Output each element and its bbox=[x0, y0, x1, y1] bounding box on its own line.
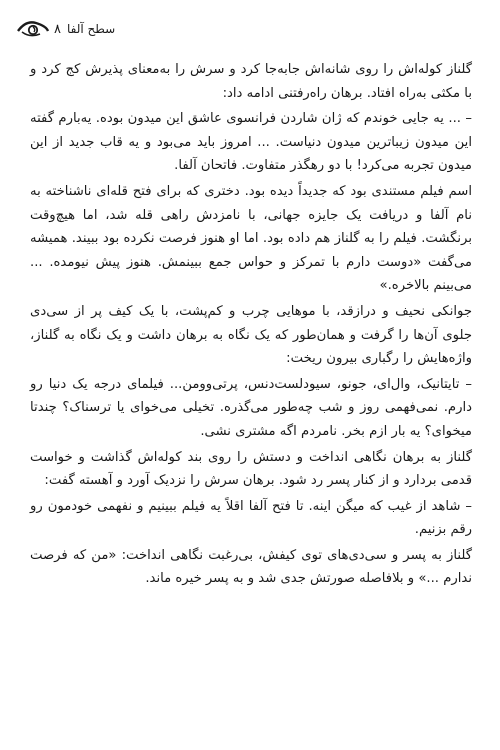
paragraph: گلناز به برهان نگاهی انداخت و دستش را روی بند کوله‌اش گذاشت و خواست قدمی بردارد و از کنار پسر رد شود. برهان سرش را نزدیک آورد و آهسته گفت: bbox=[30, 449, 472, 489]
paragraph: جوانکی نحیف و درازقد، با موهایی چرب و کم‌پشت، با یک کیف پر از سی‌دی جلوی آن‌ها را گرفت و همان‌طور که یک نگاه به برهان داشت و یک نگاه به گلناز، واژه‌هایش را رگباری بیرون ریخت: bbox=[30, 303, 472, 367]
dialogue-paragraph: – ... یه جایی خوندم که ژان شاردن فرانسوی عاشق این میدون بوده. یه‌بارم گفته این میدون زیباترین میدون دنیاست. ... امروز باید می‌بود و یه قاب جدید از این میدون تجربه می‌کرد! با دو رهگذر متفاوت. فاتحان آلفا. bbox=[30, 111, 472, 174]
page-number: ۸ bbox=[54, 21, 61, 37]
paragraph: اسم فیلم مستندی بود که جدیداً دیده بود. دختری که برای فتح قله‌ای ناشناخته به نام آلفا و دریافت یک جایزه جهانی، با نامزدش راهی قله شد، اما هیچ‌وقت برنگشت. فیلم را به گلناز هم داده بود. اما او هنوز فرصت نکرده بود ببیند. همیشه می‌گفت «دوست دارم با تمرکز و حواس جمع ببینمش. هنوز پیش نیومده. ... می‌بینم بالاخره.» bbox=[30, 183, 472, 294]
paragraph: گلناز به پسر و سی‌دی‌های توی کیفش، بی‌رغبت نگاهی انداخت: «من که فرصت ندارم ...» و بلافاصله صورتش جدی شد و به پسر خیره ماند. bbox=[30, 547, 472, 587]
dialogue-paragraph: – تایتانیک، وال‌ای، جونو، سیودلست‌دنس، پرتی‌وومن... فیلمای درجه یک دنیا رو دارم. نمی‌فهمی روز و شب چه‌طور می‌گذره. تخیلی می‌خوای یا ترسناک؟ چندتا میخوای؟ یه بار ازم بخر. نامردم اگه مشتری نشی. bbox=[30, 376, 472, 439]
book-title: سطح آلفا bbox=[66, 22, 116, 36]
paragraph: گلناز کوله‌اش را روی شانه‌اش جابه‌جا کرد و سرش را به‌معنای پذیرش کج کرد و با مکثی به‌راه افتاد. برهان راه‌رفتنی ادامه داد: bbox=[30, 62, 472, 101]
dialogue-paragraph: – شاهد از غیب که میگن اینه. تا فتح آلفا اقلاً یه فیلم ببینیم و نفهمی خودمون رو رقم بزنیم. bbox=[30, 498, 472, 538]
body-text bbox=[30, 58, 472, 591]
eye-swirl-icon bbox=[16, 17, 50, 41]
page-header bbox=[16, 14, 136, 44]
